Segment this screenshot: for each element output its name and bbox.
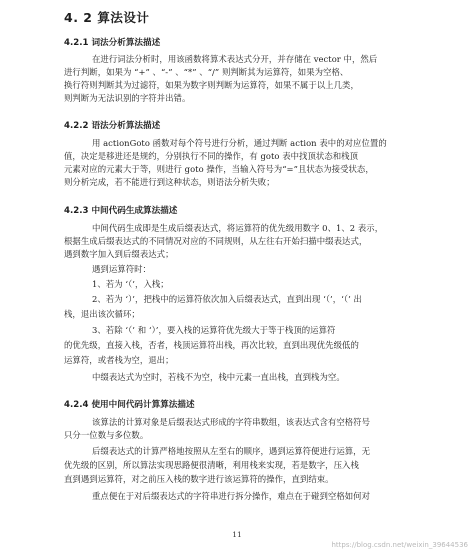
paragraph-line: 只分一位数与多位数。 <box>64 430 149 440</box>
subsection-heading-4-2-4: 4.2.4 使用中间代码计算算法描述 <box>64 400 195 410</box>
paragraph-line: 重点便在于对后缀表达式的字符串进行拆分操作，难点在于碰到空格如何对 <box>92 491 371 501</box>
subsection-heading-4-2-3: 4.2.3 中间代码生成算法描述 <box>64 206 178 216</box>
subsection-heading-4-2-1: 4.2.1 词法分析算法描述 <box>64 38 161 48</box>
paragraph-line: 遇到运算符时： <box>92 264 151 274</box>
paragraph-line: 优先级的区别，所以算法实现思路便很清晰，利用栈来实现，若是数字，压入栈 <box>64 460 359 470</box>
paragraph-line: 3、若除 ‘（’ 和 ‘）’，要入栈的运算符优先级大于等于栈顶的运算符 <box>92 325 336 335</box>
paragraph-line: 栈，退出该次循环； <box>64 309 140 319</box>
paragraph-line: 后缀表达式的计算严格地按照从左至右的顺序，遇到运算符便进行运算，无 <box>92 446 371 456</box>
paragraph-line: 则判断为无法识别的字符并出错。 <box>64 93 191 103</box>
paragraph-line: 的优先级，直接入栈，否者，栈顶运算符出栈，再次比较，直到出现优先级低的 <box>64 340 359 350</box>
paragraph-line: 运算符，或者栈为空，退出； <box>64 355 174 365</box>
paragraph-line: 1、若为 ‘（’，入栈； <box>92 279 169 289</box>
paragraph-line: 元素对应的元素大于等，则进行 goto 操作，当输入符号为“=”且状态为接受状态， <box>64 164 374 174</box>
paragraph-line: 2、若为 ‘）’，把栈中的运算符依次加入后缀表达式，直到出现 ‘（’，‘（’ 出 <box>92 294 362 304</box>
watermark-url: https://blog.csdn.net/weixin_39644536 <box>331 541 468 549</box>
paragraph-line: 则分析完成，若不能进行到这种状态，则语法分析失败； <box>64 177 275 187</box>
paragraph-line: 根据生成后缀表达式的不同情况对应的不同规则，从左往右开始扫描中缀表达式， <box>64 236 368 246</box>
paragraph-line: 进行判断，如果为 “+” 、“-” 、“*” 、“/” 则判断其为运算符，如果为空格、 <box>64 67 349 77</box>
section-heading: 4. 2 算法设计 <box>64 10 150 25</box>
subsection-heading-4-2-2: 4.2.2 语法分析算法描述 <box>64 121 161 131</box>
paragraph-line: 在进行词法分析时，用该函数将算术表达式分开，并存储在 vector 中，然后 <box>92 54 378 64</box>
paragraph-line: 直到遇到运算符，对之前压入栈的数字进行该运算符的操作，直到结束。 <box>64 474 334 484</box>
paragraph-line: 用 actionGoto 函数对每个符号进行分析，通过判断 action 表中的对应位置的 <box>92 138 387 148</box>
paragraph-line: 换行符则判断其为过滤符，如果为数字则判断为运算符，如果不属于以上几类， <box>64 80 359 90</box>
paragraph-line: 值，决定是移进还是规约，分别执行不同的操作，有 goto 表中找顶状态和栈顶 <box>64 151 359 161</box>
paragraph-line: 该算法的计算对象是后缀表达式形成的字符串数组，该表达式含有空格符号 <box>92 417 371 427</box>
paragraph-line: 中缀表达式为空时，若栈不为空，栈中元素一直出栈，直到栈为空。 <box>92 372 345 382</box>
page-number: 11 <box>232 530 242 539</box>
paragraph-line: 中间代码生成即是生成后缀表达式，将运算符的优先级用数字 0、1、2 表示， <box>92 223 384 233</box>
paragraph-line: 遇到数字加入到后缀表达式； <box>64 249 174 259</box>
